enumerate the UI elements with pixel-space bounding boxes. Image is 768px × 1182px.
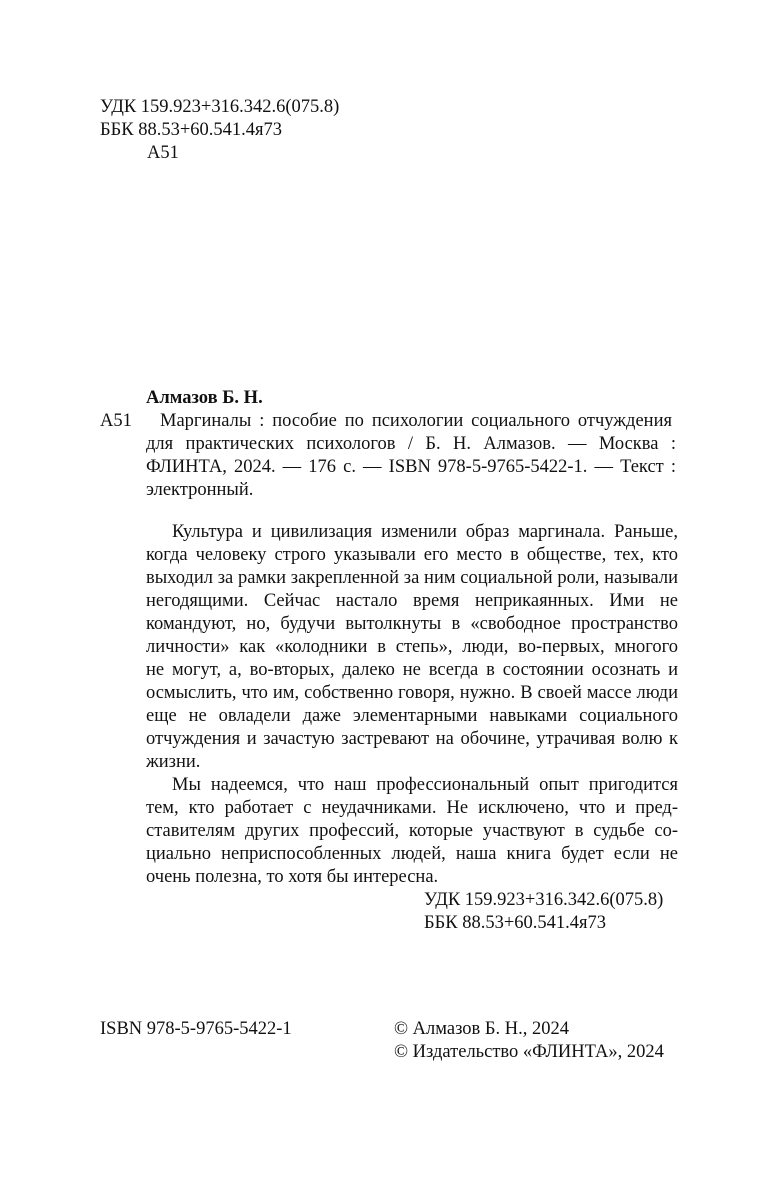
entry-line: ФЛИНТА, 2024. — 176 с. — ISBN 978-5-9765-5422-1. — Текст :	[146, 457, 676, 477]
udc-code-top: УДК 159.923+316.342.6(075.8)	[100, 97, 340, 117]
annotation-line: еще не овладели даже элементарными навыками социального	[146, 706, 678, 726]
bbk-code-top: ББК 88.53+60.541.4я73	[100, 120, 283, 140]
annotation-line-last: жизни.	[146, 752, 201, 772]
copyright-publisher: © Издательство «ФЛИНТА», 2024	[394, 1042, 664, 1062]
annotation-line: ставителям других профессий, которые участвуют в судьбе со-	[146, 821, 678, 841]
annotation-line: циально неприспособленных людей, наша книга будет если не	[146, 844, 678, 864]
udc-code-bottom: УДК 159.923+316.342.6(075.8)	[424, 890, 664, 910]
entry-line-last: электронный.	[146, 480, 254, 500]
annotation-line: отчуждения и зачастую застревают на обочине, утрачивая волю к	[146, 729, 678, 749]
annotation-line: Мы надеемся, что наш профессиональный опыт пригодится	[172, 775, 678, 795]
annotation-line: Культура и цивилизация изменили образ маргинала. Раньше,	[172, 522, 678, 542]
entry-author: Алмазов Б. Н.	[146, 388, 263, 408]
annotation-line-last: очень полезна, то хотя бы интересна.	[146, 867, 439, 887]
annotation-line: не могут, а, во-вторых, далеко не всегда в состоянии осознать и	[146, 660, 678, 680]
annotation-line: выходил за рамки закрепленной за ним социальной роли, называли	[146, 568, 678, 588]
entry-line: для практических психологов / Б. Н. Алмазов. — Москва :	[146, 434, 676, 454]
author-mark-top: А51	[147, 143, 179, 163]
bbk-code-bottom: ББК 88.53+60.541.4я73	[424, 913, 607, 933]
copyright-author: © Алмазов Б. Н., 2024	[394, 1019, 569, 1039]
annotation-line: тем, кто работает с неудачниками. Не исключено, что и пред-	[146, 798, 678, 818]
annotation-line: негодящими. Сейчас настало время неприкаянных. Ими не	[146, 591, 678, 611]
annotation-line: личности» как «колодники в степь», люди, во-первых, многого	[146, 637, 678, 657]
entry-line: Маргиналы : пособие по психологии социального отчуждения	[160, 411, 672, 431]
annotation-line: когда человеку строго указывали его место в обществе, тех, кто	[146, 545, 678, 565]
isbn: ISBN 978-5-9765-5422-1	[100, 1019, 292, 1039]
annotation-line: командуют, но, будучи вытолкнуты в «свободное пространство	[146, 614, 678, 634]
entry-author-mark: А51	[100, 411, 132, 431]
annotation-line: осмыслить, что им, собственно говоря, нужно. В своей массе люди	[146, 683, 678, 703]
